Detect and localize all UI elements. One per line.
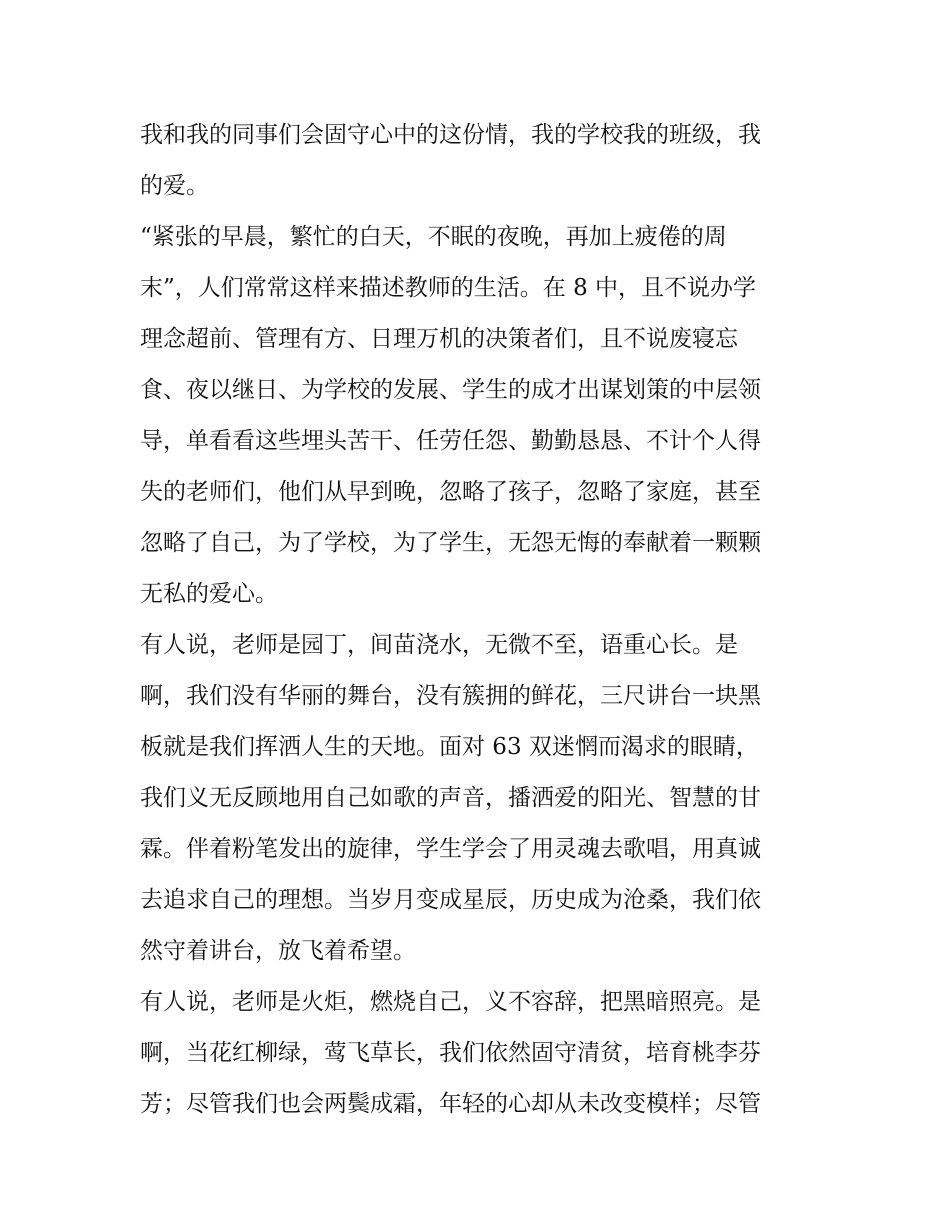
text-line: 然守着讲台，放飞着希望。 — [140, 938, 416, 964]
document-body — [140, 110, 820, 1130]
text-line: 忽略了自己，为了学校，为了学生，无怨无悔的奉献着一颗颗 — [140, 530, 761, 556]
text-line: 的爱。 — [140, 173, 209, 199]
text-line: 有人说，老师是火炬，燃烧自己，义不容辞，把黑暗照亮。是 — [140, 989, 761, 1015]
text-line: 板就是我们挥洒人生的天地。面对 63 双迷惘而渴求的眼睛， — [140, 734, 759, 760]
text-line: 啊，我们没有华丽的舞台，没有簇拥的鲜花，三尺讲台一块黑 — [140, 683, 761, 709]
text-line: 我和我的同事们会固守心中的这份情，我的学校我的班级，我 — [140, 122, 761, 148]
text-line: 去追求自己的理想。当岁月变成星辰，历史成为沧桑，我们依 — [140, 887, 761, 913]
text-line: 芳；尽管我们也会两鬓成霜，年轻的心却从未改变模样；尽管 — [140, 1091, 761, 1117]
text-line: 无私的爱心。 — [140, 581, 278, 607]
text-line: 我们义无反顾地用自己如歌的声音，播洒爱的阳光、智慧的甘 — [140, 785, 761, 811]
text-line: 食、夜以继日、为学校的发展、学生的成才出谋划策的中层领 — [140, 377, 761, 403]
text-line: 导，单看看这些埋头苦干、任劳任怨、勤勤恳恳、不计个人得 — [140, 428, 761, 454]
text-line: 末”，人们常常这样来描述教师的生活。在 8 中，且不说办学 — [140, 275, 757, 301]
text-line: 失的老师们，他们从早到晚，忽略了孩子，忽略了家庭，甚至 — [140, 479, 761, 505]
text-line: “紧张的早晨，繁忙的白天，不眠的夜晚，再加上疲倦的周 — [140, 224, 727, 250]
text-line: 有人说，老师是园丁，间苗浇水，无微不至，语重心长。是 — [140, 632, 738, 658]
text-line: 啊，当花红柳绿，莺飞草长，我们依然固守清贫，培育桃李芬 — [140, 1040, 761, 1066]
text-line: 霖。伴着粉笔发出的旋律，学生学会了用灵魂去歌唱，用真诚 — [140, 836, 761, 862]
text-line: 理念超前、管理有方、日理万机的决策者们，且不说废寝忘 — [140, 326, 738, 352]
